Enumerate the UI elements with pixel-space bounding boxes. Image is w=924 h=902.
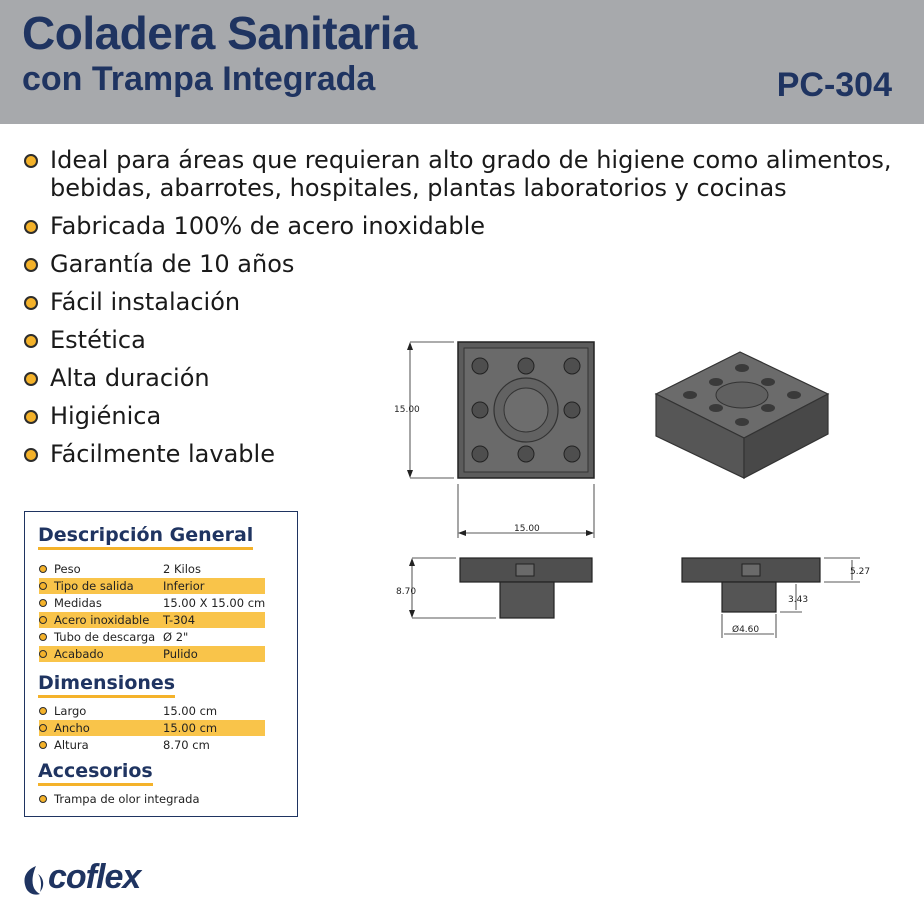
feature-item: Estética (24, 326, 904, 354)
bullet-dot-icon (39, 724, 47, 732)
bullet-dot-icon (24, 372, 38, 386)
feature-item: Ideal para áreas que requieran alto grado de higiene como alimentos, bebidas, abarrotes, hospitales, plantas laboratorios y cocinas (24, 146, 904, 202)
spec-row: Acero inoxidable T-304 (39, 612, 265, 628)
bullet-dot-icon (39, 650, 47, 658)
bullet-dot-icon (24, 410, 38, 424)
feature-item: Fácilmente lavable (24, 440, 904, 468)
general-description-title: Descripción General (38, 524, 253, 550)
bullet-dot-icon (39, 565, 47, 573)
spec-row: Tubo de descarga Ø 2" (39, 629, 265, 645)
bullet-dot-icon (39, 599, 47, 607)
top-height-dimension: 15.00 (394, 405, 420, 415)
technical-drawing (390, 320, 924, 650)
header-band (0, 0, 924, 124)
feature-item: Fácil instalación (24, 288, 904, 316)
bullet-dot-icon (39, 582, 47, 590)
dimension-row: Ancho 15.00 cm (39, 720, 265, 736)
bullet-dot-icon (39, 633, 47, 641)
bullet-dot-icon (24, 258, 38, 272)
feature-item: Alta duración (24, 364, 904, 392)
top-width-dimension: 15.00 (514, 524, 540, 534)
side-height-dimension: 8.70 (396, 587, 417, 597)
bullet-dot-icon (24, 154, 38, 168)
bullet-dot-icon (39, 616, 47, 624)
dimensions-title: Dimensiones (38, 672, 175, 698)
section-view (682, 558, 870, 638)
isometric-view (656, 352, 828, 478)
brand-logo (18, 858, 158, 898)
accessories-title: Accesorios (38, 760, 153, 786)
dimension-row: Altura 8.70 cm (39, 737, 265, 753)
product-subtitle: con Trampa Integrada (22, 60, 376, 98)
bullet-dot-icon (24, 334, 38, 348)
side-view (396, 558, 592, 618)
section-tube-dimension: 3.43 (788, 595, 809, 605)
coflex-mark-icon (18, 860, 48, 900)
spec-row: Medidas 15.00 X 15.00 cm (39, 595, 265, 611)
dimension-row: Largo 15.00 cm (39, 703, 265, 719)
section-diameter-dimension: Ø4.60 (732, 625, 760, 635)
product-code: PC-304 (776, 66, 892, 104)
feature-item: Higiénica (24, 402, 904, 430)
bullet-dot-icon (39, 741, 47, 749)
feature-item: Garantía de 10 años (24, 250, 904, 278)
accessory-row: Trampa de olor integrada (39, 791, 265, 807)
brand-name: coflex (48, 858, 141, 896)
spec-panel (24, 511, 298, 817)
bullet-dot-icon (39, 795, 47, 803)
spec-row: Peso 2 Kilos (39, 561, 265, 577)
product-title: Coladera Sanitaria (22, 7, 417, 59)
spec-row: Acabado Pulido (39, 646, 265, 662)
section-top-dimension: 5.27 (850, 567, 871, 577)
bullet-dot-icon (24, 220, 38, 234)
spec-row: Tipo de salida Inferior (39, 578, 265, 594)
bullet-dot-icon (39, 707, 47, 715)
bullet-dot-icon (24, 296, 38, 310)
top-view (394, 342, 594, 538)
bullet-dot-icon (24, 448, 38, 462)
feature-item: Fabricada 100% de acero inoxidable (24, 212, 904, 240)
